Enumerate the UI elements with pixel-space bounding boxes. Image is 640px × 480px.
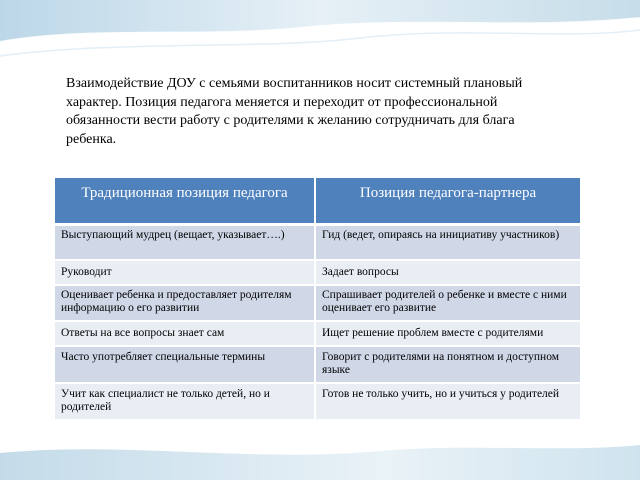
top-wave-shape [0,0,640,42]
header-traditional-position: Традиционная позиция педагога [55,178,315,224]
table-row [55,260,580,285]
table-cell: Оценивает ребенка и предоставляет родителям информацию о его развитии [55,285,315,321]
table-cell: Спрашивает родителей о ребенке и вместе с ними оценивает его развитие [315,285,580,321]
table-cell: Ответы на все вопросы знает сам [55,321,315,346]
comparison-table [55,178,580,421]
table-cell: Руководит [55,260,315,285]
table-row [55,224,580,260]
intro-paragraph: Взаимодействие ДОУ с семьями воспитанников носит системный плановый характер. Позиция педагога меняется и переходит от профессиональной обязанности вести работу с родителями к желанию сотрудничать для блага ребенка. [66,76,523,147]
bottom-wave-shape [0,444,640,480]
table-row [55,383,580,420]
table-header-row [55,178,580,224]
table-cell: Часто употребляет специальные термины [55,346,315,383]
table-row [55,321,580,346]
table-cell: Гид (ведет, опираясь на инициативу участников) [315,224,580,260]
header-partner-position: Позиция педагога-партнера [315,178,580,224]
table-cell: Учит как специалист не только детей, но и родителей [55,383,315,420]
table-row [55,346,580,383]
table-cell: Задает вопросы [315,260,580,285]
table-cell: Готов не только учить, но и учиться у родителей [315,383,580,420]
table-row [55,285,580,321]
table-cell: Говорит с родителями на понятном и доступном языке [315,346,580,383]
table-cell: Ищет решение проблем вместе с родителями [315,321,580,346]
table-cell: Выступающий мудрец (вещает, указывает….) [55,224,315,260]
